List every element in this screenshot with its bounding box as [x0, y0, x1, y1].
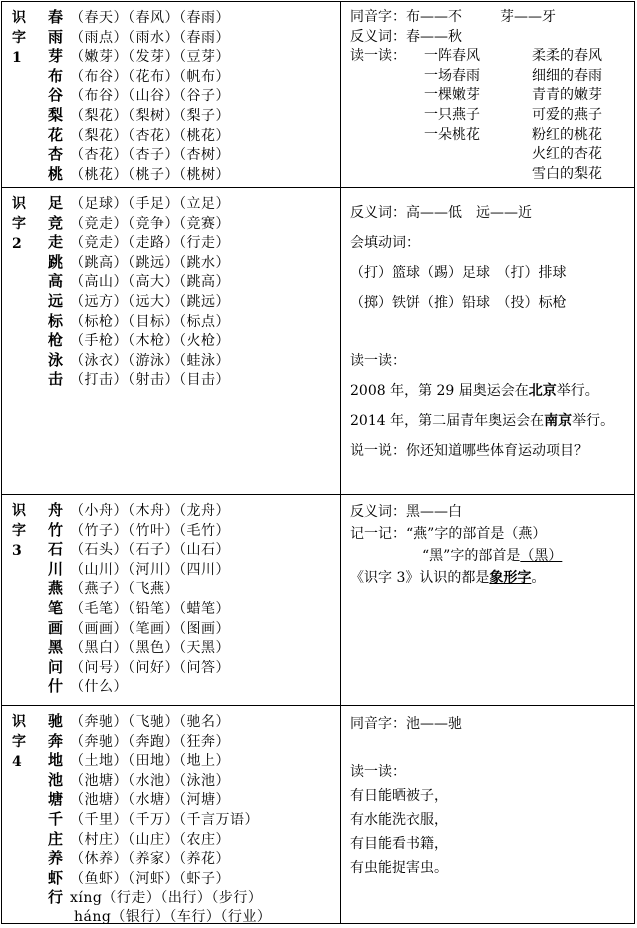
antonym-line: 反义词：高——低 远——近	[350, 205, 532, 221]
character: 问	[48, 657, 64, 676]
phrase: 一棵嫩芽	[424, 87, 480, 104]
word-list: （标枪）（目标）（标点）	[70, 313, 230, 330]
word-list: （休养）（养家）（养花）	[70, 851, 230, 868]
city-name: 北京	[528, 383, 557, 399]
verbs-line: （掷）铁饼（推）铅球 （投）标枪	[350, 295, 567, 311]
homophone-line	[350, 8, 632, 28]
word-list: xíng（行走）（出行）（步行）	[70, 890, 263, 907]
character-entry	[48, 560, 338, 580]
character: 庄	[48, 829, 64, 848]
character-entry	[48, 521, 338, 541]
character: 枪	[48, 331, 64, 350]
word-list: （桃花）（桃子）（桃树）	[70, 166, 230, 183]
lesson-number: 2	[12, 236, 22, 252]
lesson-number: 1	[12, 50, 22, 66]
character-entry	[48, 165, 338, 185]
character-entry	[48, 126, 338, 146]
lesson-label	[12, 194, 26, 254]
character: 标	[48, 311, 64, 330]
character-entry	[48, 214, 338, 234]
verbs-label: 会填动词：	[350, 235, 420, 251]
summary-text: 。	[531, 570, 546, 586]
character: 高	[48, 272, 64, 291]
character: 泳	[48, 350, 64, 369]
summary-line	[350, 567, 632, 589]
character-entry	[48, 501, 338, 521]
character: 跳	[48, 252, 64, 271]
verbs-line: （打）篮球（踢）足球 （打）排球	[350, 265, 567, 281]
sentence-text: 举行。	[572, 413, 615, 429]
character-entry	[48, 658, 338, 678]
word-list: （画画）（笔画）（图画）	[70, 620, 230, 637]
character-entry	[48, 233, 338, 253]
character-entry	[48, 145, 338, 165]
character-entry	[48, 888, 338, 908]
lesson-label	[12, 8, 26, 68]
character-entry	[48, 830, 338, 850]
word-list: （高山）（高大）（跳高）	[70, 274, 230, 291]
sentence-text: 举行。	[556, 383, 599, 399]
summary-text: 《识字 3》认识的都是	[350, 570, 490, 586]
character-entry	[48, 619, 338, 639]
word-list: （布谷）（花布）（帆布）	[70, 68, 230, 85]
character: 竞	[48, 213, 64, 232]
character-entry-extra	[48, 908, 338, 928]
character: 芽	[48, 47, 64, 66]
column-divider	[340, 2, 341, 187]
radical-line: 记一记：“燕”字的部首是（燕）	[350, 526, 547, 542]
riddle-line: 有水能洗衣服，	[350, 812, 448, 828]
character-entry	[48, 28, 338, 48]
character-entry	[48, 638, 338, 658]
character-list	[48, 501, 338, 697]
phrase: 火红的杏花	[532, 146, 602, 163]
character-entry	[48, 751, 338, 771]
read-right-column	[532, 47, 602, 184]
character-entry	[48, 540, 338, 560]
lesson-row-3	[2, 495, 634, 706]
notes-panel	[350, 202, 632, 470]
character: 黑	[48, 638, 64, 657]
homophone-line: 同音字：池——驰	[350, 716, 462, 732]
riddle-line: 有日能晒被子，	[350, 788, 448, 804]
character-entry	[48, 351, 338, 371]
character-entry	[48, 579, 338, 599]
character-entry	[48, 47, 338, 67]
character: 走	[48, 233, 64, 252]
character: 舟	[48, 501, 64, 519]
pictograph-term: 象形字	[489, 570, 532, 586]
lesson-label-char: 字	[12, 734, 26, 750]
character: 击	[48, 370, 64, 389]
lesson-row-2	[2, 188, 634, 495]
word-list: （什么）	[70, 679, 128, 696]
word-list: （梨花）（杏花）（桃花）	[70, 127, 230, 144]
lesson-label-char: 识	[12, 196, 26, 212]
character: 雨	[48, 27, 64, 46]
lesson-label	[12, 712, 26, 772]
word-list: （春天）（春风）（春雨）	[70, 10, 230, 26]
character-entry	[48, 810, 338, 830]
phrase: 细细的春雨	[532, 67, 602, 84]
character: 养	[48, 849, 64, 868]
character-entry	[48, 790, 338, 810]
antonym-line: 反义词：春——秋	[350, 28, 462, 45]
character: 虾	[48, 868, 64, 887]
column-divider	[340, 706, 341, 923]
lesson-label-char: 识	[12, 714, 26, 730]
character-entry	[48, 67, 338, 87]
character-entry	[48, 8, 338, 28]
phrase: 一场春雨	[424, 67, 480, 84]
word-list: （池塘）（水池）（泳池）	[70, 772, 230, 789]
character-entry	[48, 370, 338, 390]
lesson-label-char: 识	[12, 503, 26, 519]
read-label: 读一读：	[350, 353, 406, 369]
character-entry	[48, 849, 338, 869]
sentence-text: 2008 年，第 29 届奥运会在	[350, 383, 529, 399]
character: 笔	[48, 598, 64, 617]
antonym-line: 反义词：黑——白	[350, 504, 462, 520]
character: 什	[48, 677, 64, 696]
word-list: （黑白）（黑色）（天黑）	[70, 640, 230, 657]
character-entry	[48, 599, 338, 619]
word-list: （土地）（田地）（地上）	[70, 753, 230, 770]
homophone-label: 同音字：	[350, 9, 406, 25]
column-divider	[340, 495, 341, 705]
character: 千	[48, 809, 64, 828]
character: 杏	[48, 145, 64, 164]
word-list: （山川）（河川）（四川）	[70, 561, 230, 578]
character: 花	[48, 125, 64, 144]
character: 远	[48, 291, 64, 310]
character-entry	[48, 677, 338, 697]
phrase: 粉红的桃花	[532, 126, 602, 143]
word-list: （村庄）（山庄）（农庄）	[70, 831, 230, 848]
lesson-row-4	[2, 706, 634, 923]
read-section	[350, 47, 632, 182]
homophone-pair: 布——不	[406, 9, 462, 25]
character: 桃	[48, 164, 64, 183]
lesson-label-char: 字	[12, 523, 26, 539]
character-entry	[48, 869, 338, 889]
word-list: （奔驰）（飞驰）（驰名）	[70, 714, 230, 730]
word-list: （千里）（千万）（千言万语）	[70, 811, 259, 828]
lesson-label-char: 字	[12, 216, 26, 232]
character: 塘	[48, 790, 64, 809]
character-entry	[48, 732, 338, 752]
character-entry	[48, 86, 338, 106]
character-entry	[48, 771, 338, 791]
radical-line	[350, 545, 632, 567]
character: 燕	[48, 579, 64, 598]
column-divider	[340, 188, 341, 494]
word-list: （跳高）（跳远）（跳水）	[70, 254, 230, 271]
phrase: 青青的嫩芽	[532, 87, 602, 104]
lesson-number: 3	[12, 543, 22, 559]
character-entry	[48, 106, 338, 126]
radical-answer: （黑）	[520, 548, 563, 564]
youth-olympics-sentence	[350, 410, 632, 440]
notes-panel	[350, 712, 632, 880]
word-list: （燕子）（飞燕）	[70, 581, 179, 598]
phrase: 柔柔的春风	[532, 48, 602, 65]
character: 梨	[48, 105, 64, 124]
word-list: （奔驰）（奔跑）（狂奔）	[70, 733, 230, 750]
discussion-prompt: 说一说：你还知道哪些体育运动项目？	[350, 443, 588, 459]
phrase: 一朵桃花	[424, 126, 480, 143]
lesson-label-char: 字	[12, 30, 26, 46]
word-list: （梨花）（梨树）（梨子）	[70, 107, 230, 124]
phrase: 一只燕子	[424, 106, 480, 123]
riddle-line: 有虫能捉害虫。	[350, 860, 448, 876]
word-list: （雨点）（雨水）（春雨）	[70, 29, 230, 46]
word-list: （竞走）（走路）（行走）	[70, 235, 230, 252]
character: 布	[48, 66, 64, 85]
lesson-row-1	[2, 2, 634, 188]
character: 驰	[48, 712, 64, 730]
notes-panel	[350, 8, 632, 182]
character-entry	[48, 312, 338, 332]
notes-panel	[350, 501, 632, 589]
word-list: （竞走）（竞争）（竞赛）	[70, 215, 230, 232]
character: 春	[48, 8, 64, 26]
phrase: 雪白的梨花	[532, 165, 602, 182]
character-entry	[48, 272, 338, 292]
word-list: （小舟）（木舟）（龙舟）	[70, 503, 230, 519]
word-list: （打击）（射击）（目击）	[70, 372, 230, 389]
character-list	[48, 712, 338, 928]
character-entry	[48, 331, 338, 351]
character: 地	[48, 751, 64, 770]
word-list: （泳衣）（游泳）（蛙泳）	[70, 352, 230, 369]
character: 竹	[48, 520, 64, 539]
homophone-pair: 芽——牙	[500, 9, 556, 25]
olympics-sentence	[350, 380, 632, 410]
phrase: 一阵春风	[424, 48, 480, 65]
phrase: 可爱的燕子	[532, 106, 602, 123]
character: 足	[48, 194, 64, 212]
city-name: 南京	[544, 413, 573, 429]
word-list: （杏花）（杏子）（杏树）	[70, 147, 230, 164]
character: 川	[48, 559, 64, 578]
word-list: háng（银行）（车行）（行业）	[74, 908, 272, 925]
character-list	[48, 8, 338, 184]
read-label: 读一读：	[350, 48, 406, 65]
character-list	[48, 194, 338, 390]
riddle-line: 有目能看书籍，	[350, 836, 448, 852]
character: 行	[48, 888, 64, 907]
word-list: （嫩芽）（发芽）（豆芽）	[70, 49, 230, 66]
vocabulary-table	[1, 1, 635, 924]
word-list: （石头）（石子）（山石）	[70, 542, 230, 559]
word-list: （池塘）（水塘）（河塘）	[70, 792, 230, 809]
word-list: （布谷）（山谷）（谷子）	[70, 88, 230, 105]
character: 池	[48, 770, 64, 789]
character: 奔	[48, 731, 64, 750]
word-list: （鱼虾）（河虾）（虾子）	[70, 870, 230, 887]
character: 谷	[48, 86, 64, 105]
word-list: （竹子）（竹叶）（毛竹）	[70, 522, 230, 539]
word-list: （足球）（手足）（立足）	[70, 196, 230, 212]
character-entry	[48, 292, 338, 312]
word-list: （远方）（远大）（跳远）	[70, 293, 230, 310]
sentence-text: 2014 年，第二届青年奥运会在	[350, 413, 545, 429]
word-list: （毛笔）（铅笔）（蜡笔）	[70, 600, 230, 617]
read-label: 读一读：	[350, 764, 406, 780]
character-entry	[48, 253, 338, 273]
word-list: （手枪）（木枪）（火枪）	[70, 333, 230, 350]
character-entry	[48, 712, 338, 732]
read-left-column	[424, 47, 480, 145]
character: 画	[48, 618, 64, 637]
word-list: （问号）（问好）（问答）	[70, 659, 230, 676]
lesson-label-char: 识	[12, 10, 26, 26]
character: 石	[48, 540, 64, 559]
lesson-label	[12, 501, 26, 561]
lesson-number: 4	[12, 754, 22, 770]
radical-text: “黑”字的部首是	[422, 548, 521, 564]
character-entry	[48, 194, 338, 214]
